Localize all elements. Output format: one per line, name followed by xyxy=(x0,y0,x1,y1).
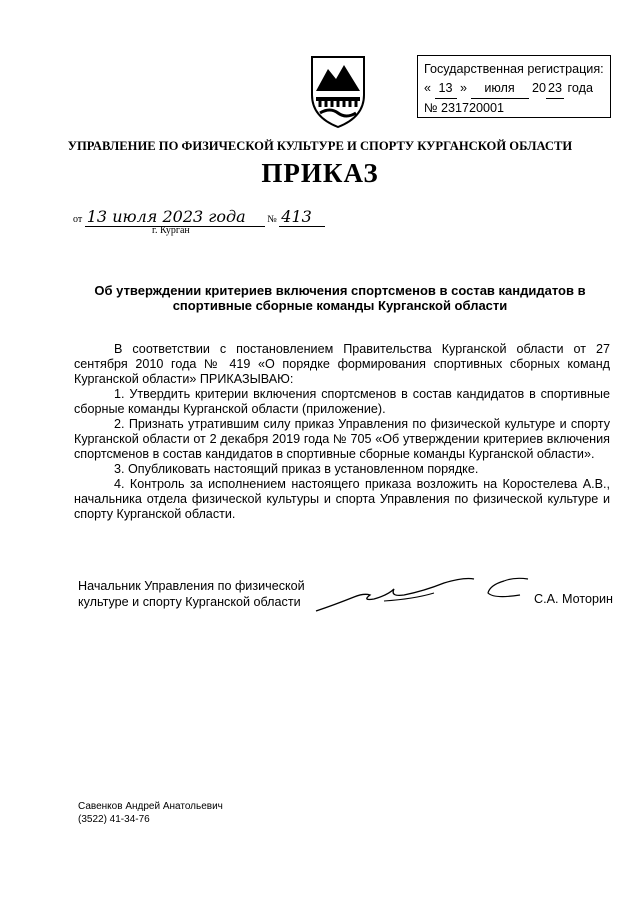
order-number-handwritten: 413 xyxy=(279,207,325,227)
registration-day: 13 xyxy=(435,79,457,99)
registration-month: июля xyxy=(471,79,529,99)
document-title: ПРИКАЗ xyxy=(261,158,379,188)
paragraph: 4. Контроль за исполнением настоящего приказа возложить на Коростелева А.В., начальника отдела физической культуры и спорта Управления по физической культуре и спорту Курганской области. xyxy=(74,477,610,521)
paragraph: 1. Утвердить критерии включения спортсменов в состав кандидатов в спортивные сборные команды Курганской области (приложение). xyxy=(74,387,610,416)
executor-phone: (3522) 41-34-76 xyxy=(78,814,150,825)
registration-date: « 13 » июля 20 23 года xyxy=(424,79,604,99)
handwritten-signature xyxy=(314,575,544,615)
paragraph: 2. Признать утратившим силу приказ Управления по физической культуре и спорту Курганской области от 2 декабря 2019 года № 705 «Об утверждении критериев включения спортсменов в состав кандидатов в спортивные сборные команды Курганской области». xyxy=(74,417,610,461)
executor-name: Савенков Андрей Анатольевич xyxy=(78,801,223,812)
order-date-handwritten: 13 июля 2023 года xyxy=(85,207,265,227)
paragraph: В соответствии с постановлением Правительства Курганской области от 27 сентября 2010 года № 419 «О порядке формирования спортивных сборных команд Курганской области» ПРИКАЗЫВАЮ: xyxy=(74,342,610,386)
order-heading: Об утверждении критериев включения спортсменов в состав кандидатов в спортивные сборные команды Курганской области xyxy=(94,283,586,313)
registration-number: № 231720001 xyxy=(424,101,505,115)
signatory-name: С.А. Моторин xyxy=(534,592,613,606)
registration-year: 23 xyxy=(546,79,564,99)
organization-name: УПРАВЛЕНИЕ ПО ФИЗИЧЕСКОЙ КУЛЬТУРЕ И СПОРТУ КУРГАНСКОЙ ОБЛАСТИ xyxy=(67,139,573,153)
state-registration-stamp xyxy=(417,55,611,118)
order-date-line: от 13 июля 2023 года № 413 xyxy=(73,207,325,227)
order-city: г. Курган xyxy=(152,225,190,236)
paragraph: 3. Опубликовать настоящий приказ в установленном порядке. xyxy=(114,462,479,476)
order-body xyxy=(74,342,610,522)
executor-info xyxy=(78,800,223,826)
signatory-position: Начальник Управления по физической культуре и спорту Курганской области xyxy=(78,579,305,609)
coat-of-arms-emblem xyxy=(308,55,368,129)
registration-label: Государственная регистрация: xyxy=(424,62,604,76)
